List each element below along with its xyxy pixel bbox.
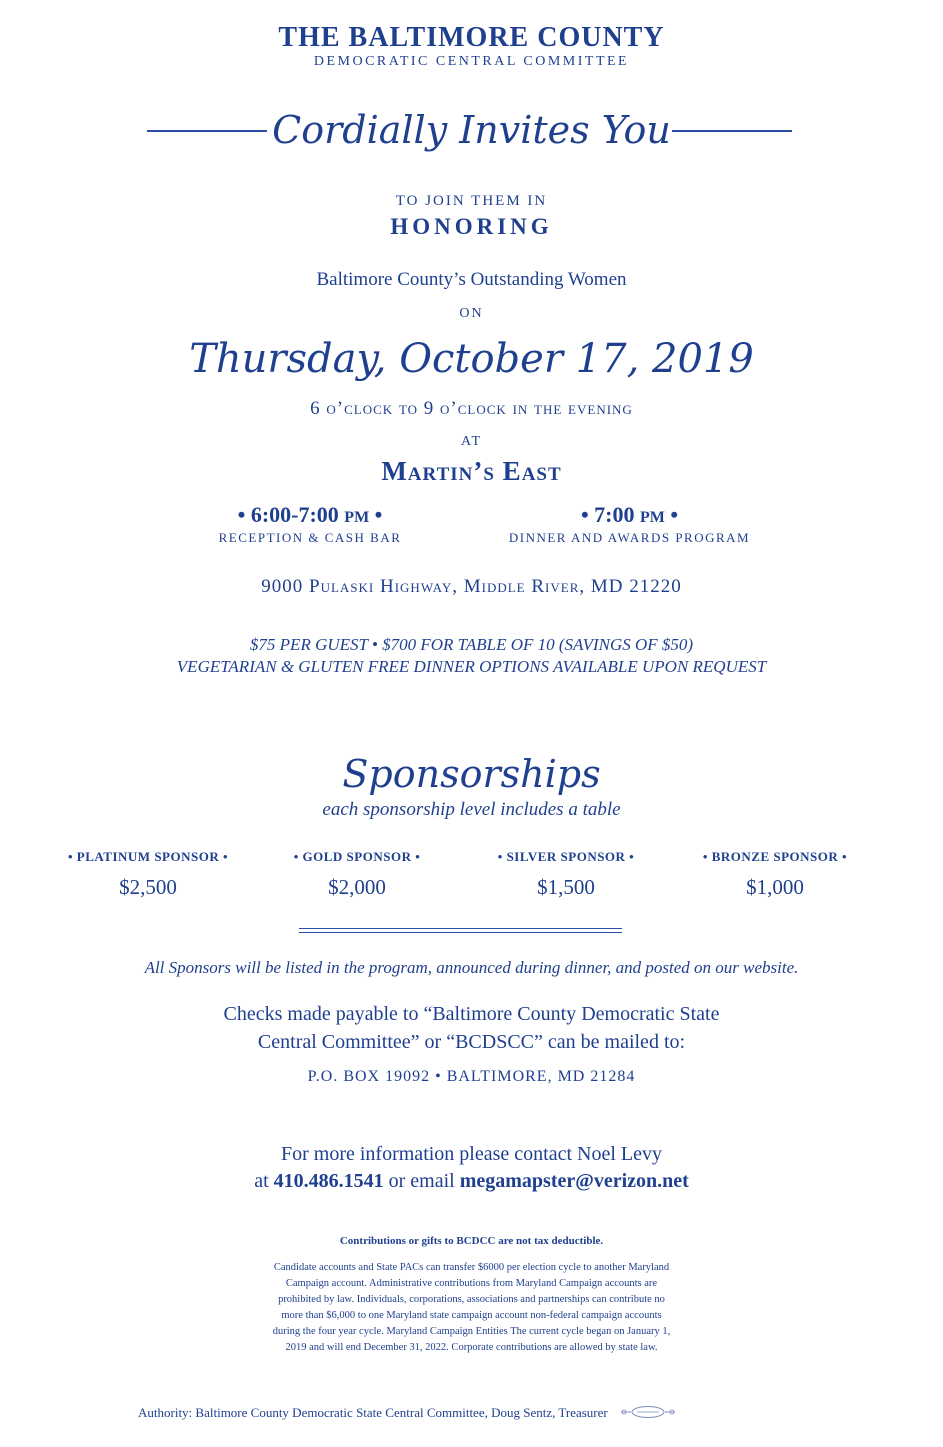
- sponsor-platinum: [43, 849, 253, 900]
- tax-disclaimer: Contributions or gifts to BCDCC are not tax deductible.: [339, 1235, 604, 1247]
- legal-line: Campaign account. Administrative contributions from Maryland Campaign accounts are: [285, 1278, 658, 1289]
- join-line: TO JOIN THEM IN: [395, 193, 548, 209]
- legal-text: [0, 1260, 943, 1356]
- reception-time: • 6:00-7:00 PM •: [237, 502, 383, 527]
- sponsor-label: • BRONZE SPONSOR •: [702, 849, 848, 864]
- at-label: AT: [460, 434, 483, 449]
- contact-phone[interactable]: 410.486.1541: [273, 1170, 384, 1192]
- sponsor-label: • GOLD SPONSOR •: [293, 849, 421, 864]
- sponsor-silver: [461, 849, 671, 900]
- org-subname: DEMOCRATIC CENTRAL COMMITTEE: [313, 54, 630, 69]
- venue-address: 9000 Pulaski Highway, Middle River, MD 21220: [261, 576, 682, 597]
- payment-line-2: Central Committee” or “BCDSCC” can be mailed to:: [257, 1031, 686, 1053]
- payment-line-1: Checks made payable to “Baltimore County Democratic State: [223, 1003, 720, 1025]
- org-name: THE BALTIMORE COUNTY: [278, 22, 665, 53]
- headline: Cordially Invites You: [272, 108, 671, 152]
- dinner-time: • 7:00 PM •: [580, 502, 679, 527]
- dinner-desc: DINNER AND AWARDS PROGRAM: [508, 530, 751, 545]
- sponsor-gold: [252, 849, 462, 900]
- venue-name: Martin’s East: [381, 456, 562, 486]
- pricing-line: $75 PER GUEST • $700 FOR TABLE OF 10 (SAVINGS OF $50): [249, 635, 694, 654]
- sponsor-amount: $1,000: [746, 875, 804, 899]
- legal-line: during the four year cycle. Maryland Campaign Entities The current cycle began on January 1,: [272, 1326, 671, 1337]
- sponsor-label: • PLATINUM SPONSOR •: [67, 849, 229, 864]
- authority-text: Authority: Baltimore County Democratic State Central Committee, Doug Sentz, Treasurer: [138, 1405, 608, 1420]
- sponsorships-title: Sponsorships: [342, 752, 601, 796]
- sponsorships-subtitle: each sponsorship level includes a table: [322, 799, 621, 820]
- mailing-address: P.O. BOX 19092 • BALTIMORE, MD 21284: [307, 1068, 636, 1085]
- legal-line: 2019 and will end December 31, 2022. Corporate contributions are allowed by state law.: [285, 1342, 658, 1353]
- honoree: Baltimore County’s Outstanding Women: [316, 269, 627, 290]
- dietary-line: VEGETARIAN & GLUTEN FREE DINNER OPTIONS AVAILABLE UPON REQUEST: [176, 657, 767, 676]
- schedule-reception: [195, 502, 425, 546]
- headline-right-rule: [672, 130, 792, 132]
- sponsor-amount: $1,500: [537, 875, 595, 899]
- sponsor-note: All Sponsors will be listed in the program, announced during dinner, and posted on our website.: [144, 958, 799, 977]
- sponsor-bronze: [670, 849, 880, 900]
- contact-details: [0, 1170, 943, 1193]
- on-label: ON: [459, 306, 484, 321]
- authority-line: [138, 1405, 677, 1423]
- sponsor-divider: [299, 928, 622, 933]
- legal-line: more than $6,000 to one Maryland state campaign account non-federal campaign accounts: [281, 1310, 662, 1321]
- contact-or-email: or email: [388, 1170, 455, 1192]
- legal-line: prohibited by law. Individuals, corporations, associations and partnerships can contribute no: [278, 1294, 665, 1305]
- legal-line: Candidate accounts and State PACs can transfer $6000 per election cycle to another Maryland: [273, 1262, 670, 1273]
- reception-desc: RECEPTION & CASH BAR: [218, 530, 402, 545]
- event-date: Thursday, October 17, 2019: [189, 336, 754, 382]
- contact-line: For more information please contact Noel Levy: [281, 1143, 662, 1165]
- union-bug-icon: [619, 1405, 677, 1423]
- sponsor-amount: $2,500: [119, 875, 177, 899]
- sponsor-amount: $2,000: [328, 875, 386, 899]
- sponsor-label: • SILVER SPONSOR •: [497, 849, 635, 864]
- honoring: HONORING: [390, 214, 553, 239]
- contact-email[interactable]: megamapster@verizon.net: [459, 1170, 689, 1192]
- contact-at: at: [254, 1170, 269, 1192]
- event-time: 6 o’clock to 9 o’clock in the evening: [310, 398, 633, 419]
- schedule-dinner: [482, 502, 777, 546]
